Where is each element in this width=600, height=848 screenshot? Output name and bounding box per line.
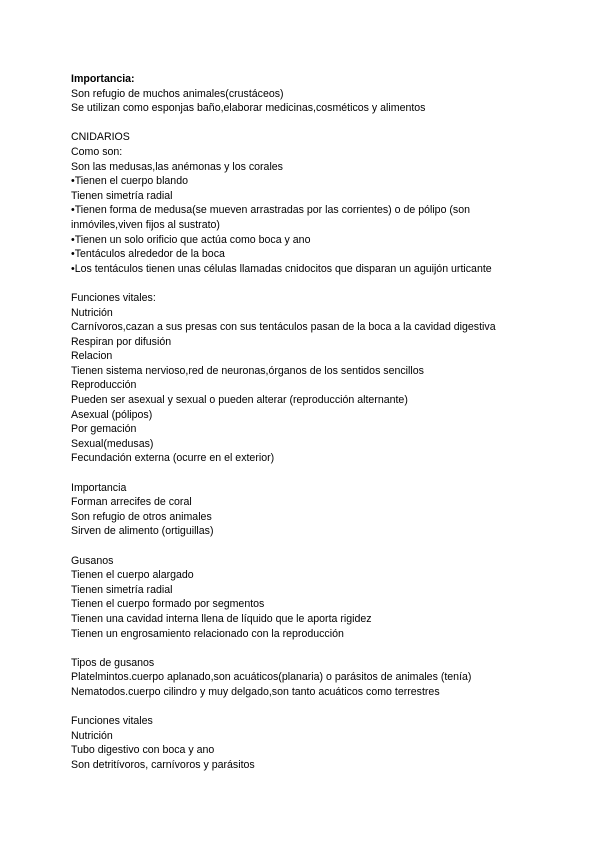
text-line: Por gemación [71, 423, 137, 436]
text-line: Tienen sistema nervioso,red de neuronas,órganos de los sentidos sencillos [71, 364, 424, 377]
text-line: Tienen el cuerpo formado por segmentos [71, 598, 265, 611]
paragraph-gap [71, 116, 591, 131]
text-line: Sirven de alimento (ortiguillas) [71, 525, 214, 538]
text-line: Fecundación externa (ocurre en el exterior) [71, 452, 275, 465]
text-line: Nutrición [71, 729, 113, 742]
text-line: Forman arrecifes de coral [71, 496, 192, 509]
bullet-line: •Tienen el cuerpo blando [71, 175, 188, 188]
text-line: Son refugio de muchos animales(crustáceos) [71, 87, 284, 100]
text-line: Tubo digestivo con boca y ano [71, 744, 215, 757]
text-line: Sexual(medusas) [71, 437, 154, 450]
text-line: Tienen un engrosamiento relacionado con la reproducción [71, 627, 344, 640]
text-line: Pueden ser asexual y sexual o pueden alterar (reproducción alternante) [71, 394, 408, 407]
importance-heading: Importancia: [71, 73, 135, 85]
paragraph-gap [71, 466, 591, 481]
text-line: Nematodos.cuerpo cilindro y muy delgado,son tanto acuáticos como terrestres [71, 685, 440, 698]
vital-functions-heading: Funciones vitales: [71, 291, 156, 304]
text-line: Asexual (pólipos) [71, 408, 153, 421]
paragraph-gap [71, 539, 591, 554]
text-line: Respiran por difusión [71, 335, 172, 348]
text-line: inmóviles,viven fijos al sustrato) [71, 218, 220, 231]
text-line: Tienen una cavidad interna llena de líquido que le aporta rigidez [71, 612, 372, 625]
bullet-line: •Tentáculos alrededor de la boca [71, 248, 225, 261]
text-line: Carnívoros,cazan a sus presas con sus tentáculos pasan de la boca a la cavidad digestiva [71, 321, 496, 334]
bullet-line: •Tienen un solo orificio que actúa como boca y ano [71, 233, 311, 246]
cnidarios-heading: CNIDARIOS [71, 131, 130, 144]
paragraph-gap [71, 641, 591, 656]
importance-heading: Importancia [71, 481, 127, 494]
text-line: Relacion [71, 350, 113, 363]
bullet-line: •Tienen forma de medusa(se mueven arrastradas por las corrientes) o de pólipo (son [71, 204, 471, 217]
vital-functions-heading: Funciones vitales [71, 715, 153, 728]
paragraph-gap [71, 276, 591, 291]
paragraph-gap [71, 700, 591, 715]
gusanos-heading: Gusanos [71, 554, 114, 567]
text-line: Son refugio de otros animales [71, 510, 212, 523]
text-line: Nutrición [71, 306, 113, 319]
text-line: Se utilizan como esponjas baño,elaborar medicinas,cosméticos y alimentos [71, 102, 426, 115]
worm-types-heading: Tipos de gusanos [71, 656, 155, 669]
document-page [71, 72, 591, 773]
text-line: Platelmintos.cuerpo aplanado,son acuáticos(planaria) o parásitos de animales (tenía) [71, 671, 472, 684]
text-line: Tienen simetría radial [71, 189, 173, 202]
text-line: Reproducción [71, 379, 137, 392]
text-line: Son las medusas,las anémonas y los corales [71, 160, 283, 173]
text-line: Tienen el cuerpo alargado [71, 569, 194, 582]
bullet-line: •Los tentáculos tienen unas células llamadas cnidocitos que disparan un aguijón urticante [71, 262, 492, 275]
text-line: Tienen simetría radial [71, 583, 173, 596]
text-line: Son detritívoros, carnívoros y parásitos [71, 758, 255, 771]
text-line: Como son: [71, 145, 123, 158]
